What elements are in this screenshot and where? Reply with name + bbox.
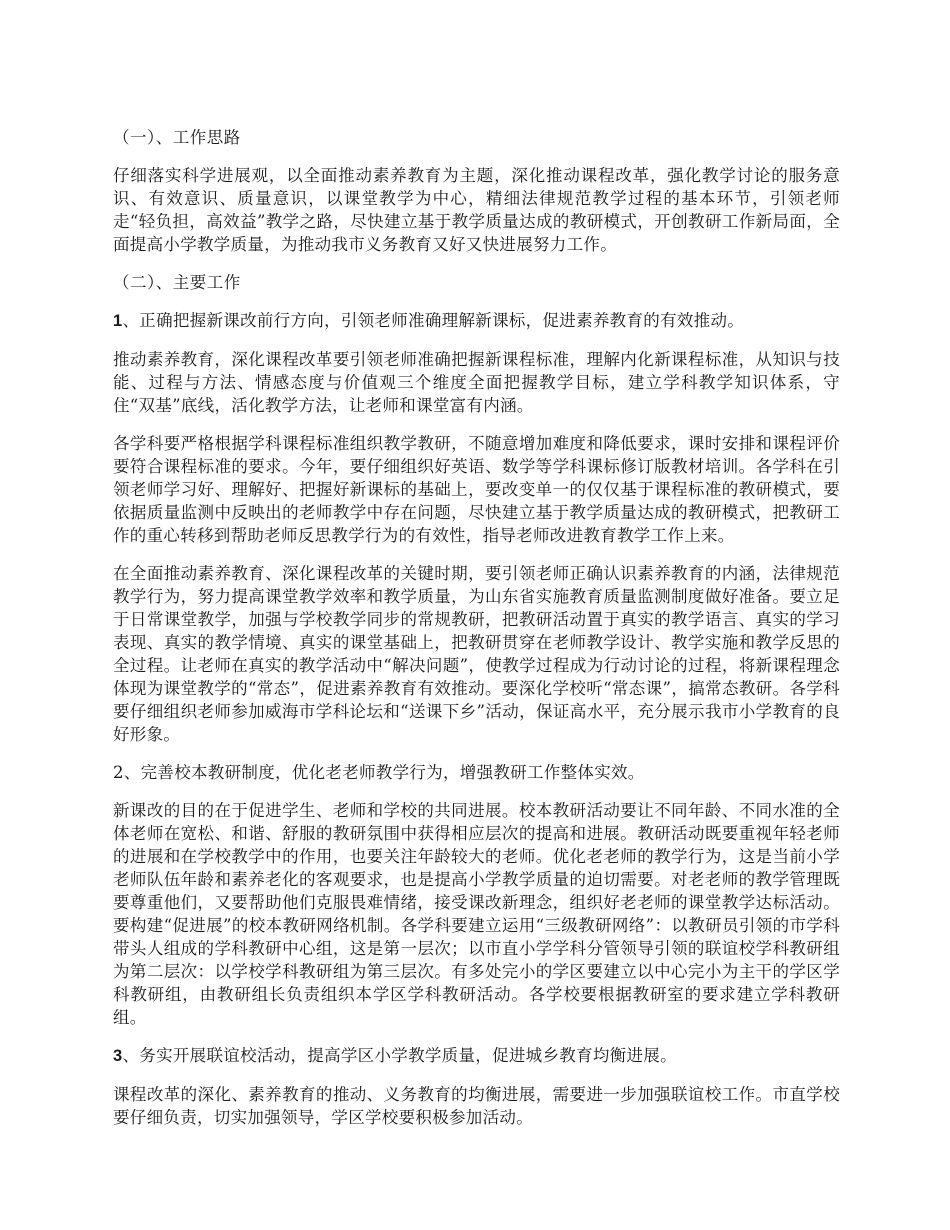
item-text: 、务实开展联谊校活动，提高学区小学教学质量，促进城乡教育均衡进展。 [122,1046,677,1065]
paragraph-school-based-research: 新课改的目的在于促进学生、老师和学校的共同进展。校本教研活动要让不同年龄、不同水准的全体老师在宽松、和谐、舒服的教研氛围中获得相应层次的提高和进展。教研活动既要重视年轻老师的进展和在学校教学中的作用，也要关注年龄较大的老师。优化老老师的教学行为，这是当前小学老师队伍年龄和素养老化的客观要求，也是提高小学教学质量的迫切需要。对老老师的教学管理既要尊重他们，又要帮助他们克服畏难情绪，接受课改新理念，组织好老老师的课堂教学达标活动。要构建“促进展”的校本教研网络机制。各学科要建立运用“三级教研网络”：以教研员引领的市学科带头人组成的学科教研中心组，这是第一层次；以市直小学学科分管领导引领的联谊校学科教研组为第二层次：以学校学科教研组为第三层次。有多处完小的学区要建立以中心完小为主干的学区学科教研组，由教研组长负责组织本学区学科教研活动。各学校要根据教研室的要求建立学科教研组。 [113,801,840,1027]
item-number: 1 [113,312,123,330]
document-page [113,126,840,1144]
item-number: 2 [113,763,124,782]
item-text: 、正确把握新课改前行方向，引领老师准确理解新课标，促进素养教育的有效推动。 [122,311,745,330]
paragraph-work-thinking: 仔细落实科学进展观，以全面推动素养教育为主题，深化推动课程改革，强化教学讨论的服务意识、有效意识、质量意识，以课堂教学为中心，精细法律规范教学过程的基本环节，引领老师走“轻负担，高效益”教学之路，尽快建立基于教学质量达成的教研模式，开创教研工作新局面，全面提高小学教学质量，为推动我市义务教育又好又快进展努力工作。 [113,166,840,254]
paragraph-quality-education: 在全面推动素养教育、深化课程改革的关键时期，要引领老师正确认识素养教育的内涵，法律规范教学行为，努力提高课堂教学效率和教学质量，为山东省实施教育质量监测制度做好准备。要立足于日常课堂教学，加强与学校教学同步的常规教研，把教研活动置于真实的教学语言、真实的学习表现、真实的教学情境、真实的课堂基础上，把教研贯穿在老师教学设计、教学实施和教学反思的全过程。让老师在真实的教学活动中“解决问题”，使教学过程成为行动讨论的过程，将新课程理念体现为课堂教学的“常态”，促进素养教育有效推动。要深化学校听“常态课”，搞常态教研。各学科要仔细组织老师参加威海市学科论坛和“送课下乡”活动，保证高水平，充分展示我市小学教育的良好形象。 [113,564,840,744]
paragraph-partner-schools: 课程改革的深化、素养教育的推动、义务教育的均衡进展，需要进一步加强联谊校工作。市直学校要仔细负责，切实加强领导，学区学校要积极参加活动。 [113,1085,840,1127]
paragraph-curriculum-standards: 推动素养教育，深化课程改革要引领老师准确把握新课程标准，理解内化新课程标准，从知识与技能、过程与方法、情感态度与价值观三个维度全面把握教学目标，建立学科教学知识体系，守住“双基”底线，活化教学方法，让老师和课堂富有内涵。 [113,350,840,415]
numbered-item-2 [113,761,840,784]
section-heading-main-work: （二）、主要工作 [113,273,241,292]
item-number: 3 [113,1047,123,1065]
numbered-item-3 [113,1044,840,1068]
item-text: 、完善校本教研制度，优化老老师教学行为，增强教研工作整体实效。 [123,763,645,782]
numbered-item-1 [113,309,840,333]
section-heading-work-thinking: （一）、工作思路 [113,128,241,147]
paragraph-subject-teaching: 各学科要严格根据学科课程标准组织教学教研，不随意增加难度和降低要求，课时安排和课程评价要符合课程标准的要求。今年，要仔细组织好英语、数学等学科课标修订版教材培训。各学科在引领老师学习好、理解好、把握好新课标的基础上，要改变单一的仅仅基于课程标准的教研模式，要依据质量监测中反映出的老师教学中存在问题，尽快建立基于教学质量达成的教研模式，把教研工作的重心转移到帮助老师反思教学行为的有效性，指导老师改进教育教学工作上来。 [113,434,840,545]
